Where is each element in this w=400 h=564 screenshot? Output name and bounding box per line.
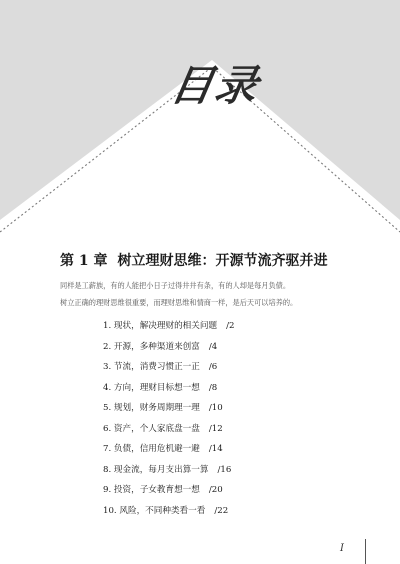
toc-entry-label: 7. 负债，信用危机避一避	[103, 444, 200, 454]
toc-entry-page: /14	[208, 444, 223, 454]
toc-entry-page: /4	[208, 341, 218, 352]
toc-entry[interactable]	[103, 337, 234, 358]
toc-entry-label: 4. 方向，理财目标想一想	[103, 382, 200, 393]
toc-entry-label: 9. 投资，子女教育想一想	[103, 485, 200, 495]
chapter-heading	[60, 250, 328, 270]
chapter-number: 第 1 章	[60, 253, 108, 269]
toc-entry-page: /12	[208, 423, 223, 434]
chapter-intro	[60, 277, 360, 311]
toc-entry-page: /10	[208, 403, 223, 413]
page-number-rule	[365, 539, 366, 564]
toc-entry[interactable]	[103, 439, 234, 460]
toc-entry-label: 3. 节流，消费习惯正一正	[103, 362, 200, 372]
toc-entry-page: /22	[214, 505, 229, 516]
toc-entry-label: 5. 规划，财务周期理一理	[103, 403, 200, 413]
toc-entry[interactable]	[103, 501, 234, 522]
toc-entry-label: 10. 风险，不同种类看一看	[103, 505, 206, 516]
toc-entry-page: /20	[208, 485, 223, 495]
toc-entry-page: /8	[208, 382, 218, 393]
contents-heading: 目录	[166, 61, 264, 110]
toc-entry-label: 6. 资产，个人家底盘一盘	[103, 423, 200, 434]
toc-entry[interactable]	[103, 419, 234, 440]
intro-line: 树立正确的理财思维很重要，而理财思维和情商一样，是后天可以培养的。	[60, 298, 298, 307]
toc-entry-page: /16	[217, 464, 232, 475]
toc-entry[interactable]	[103, 398, 234, 419]
chapter-title: 树立理财思维：开源节流齐驱并进	[117, 253, 328, 269]
toc-entry[interactable]	[103, 357, 234, 378]
toc-entry-page: /6	[208, 362, 218, 372]
toc-list	[103, 316, 234, 521]
intro-line: 同样是工薪族，有的人能把小日子过得井井有条，有的人却是每月负债。	[60, 281, 291, 290]
toc-entry-page: /2	[226, 321, 235, 331]
toc-entry-label: 8. 现金流，每月支出算一算	[103, 464, 209, 475]
toc-entry[interactable]	[103, 480, 234, 501]
toc-entry[interactable]	[103, 460, 234, 481]
page-number: I	[340, 543, 344, 554]
toc-entry[interactable]	[103, 378, 234, 399]
toc-entry[interactable]	[103, 316, 234, 337]
toc-entry-label: 1. 现状，解决理财的相关问题	[103, 321, 218, 331]
toc-entry-label: 2. 开源，多种渠道来创富	[103, 341, 200, 352]
